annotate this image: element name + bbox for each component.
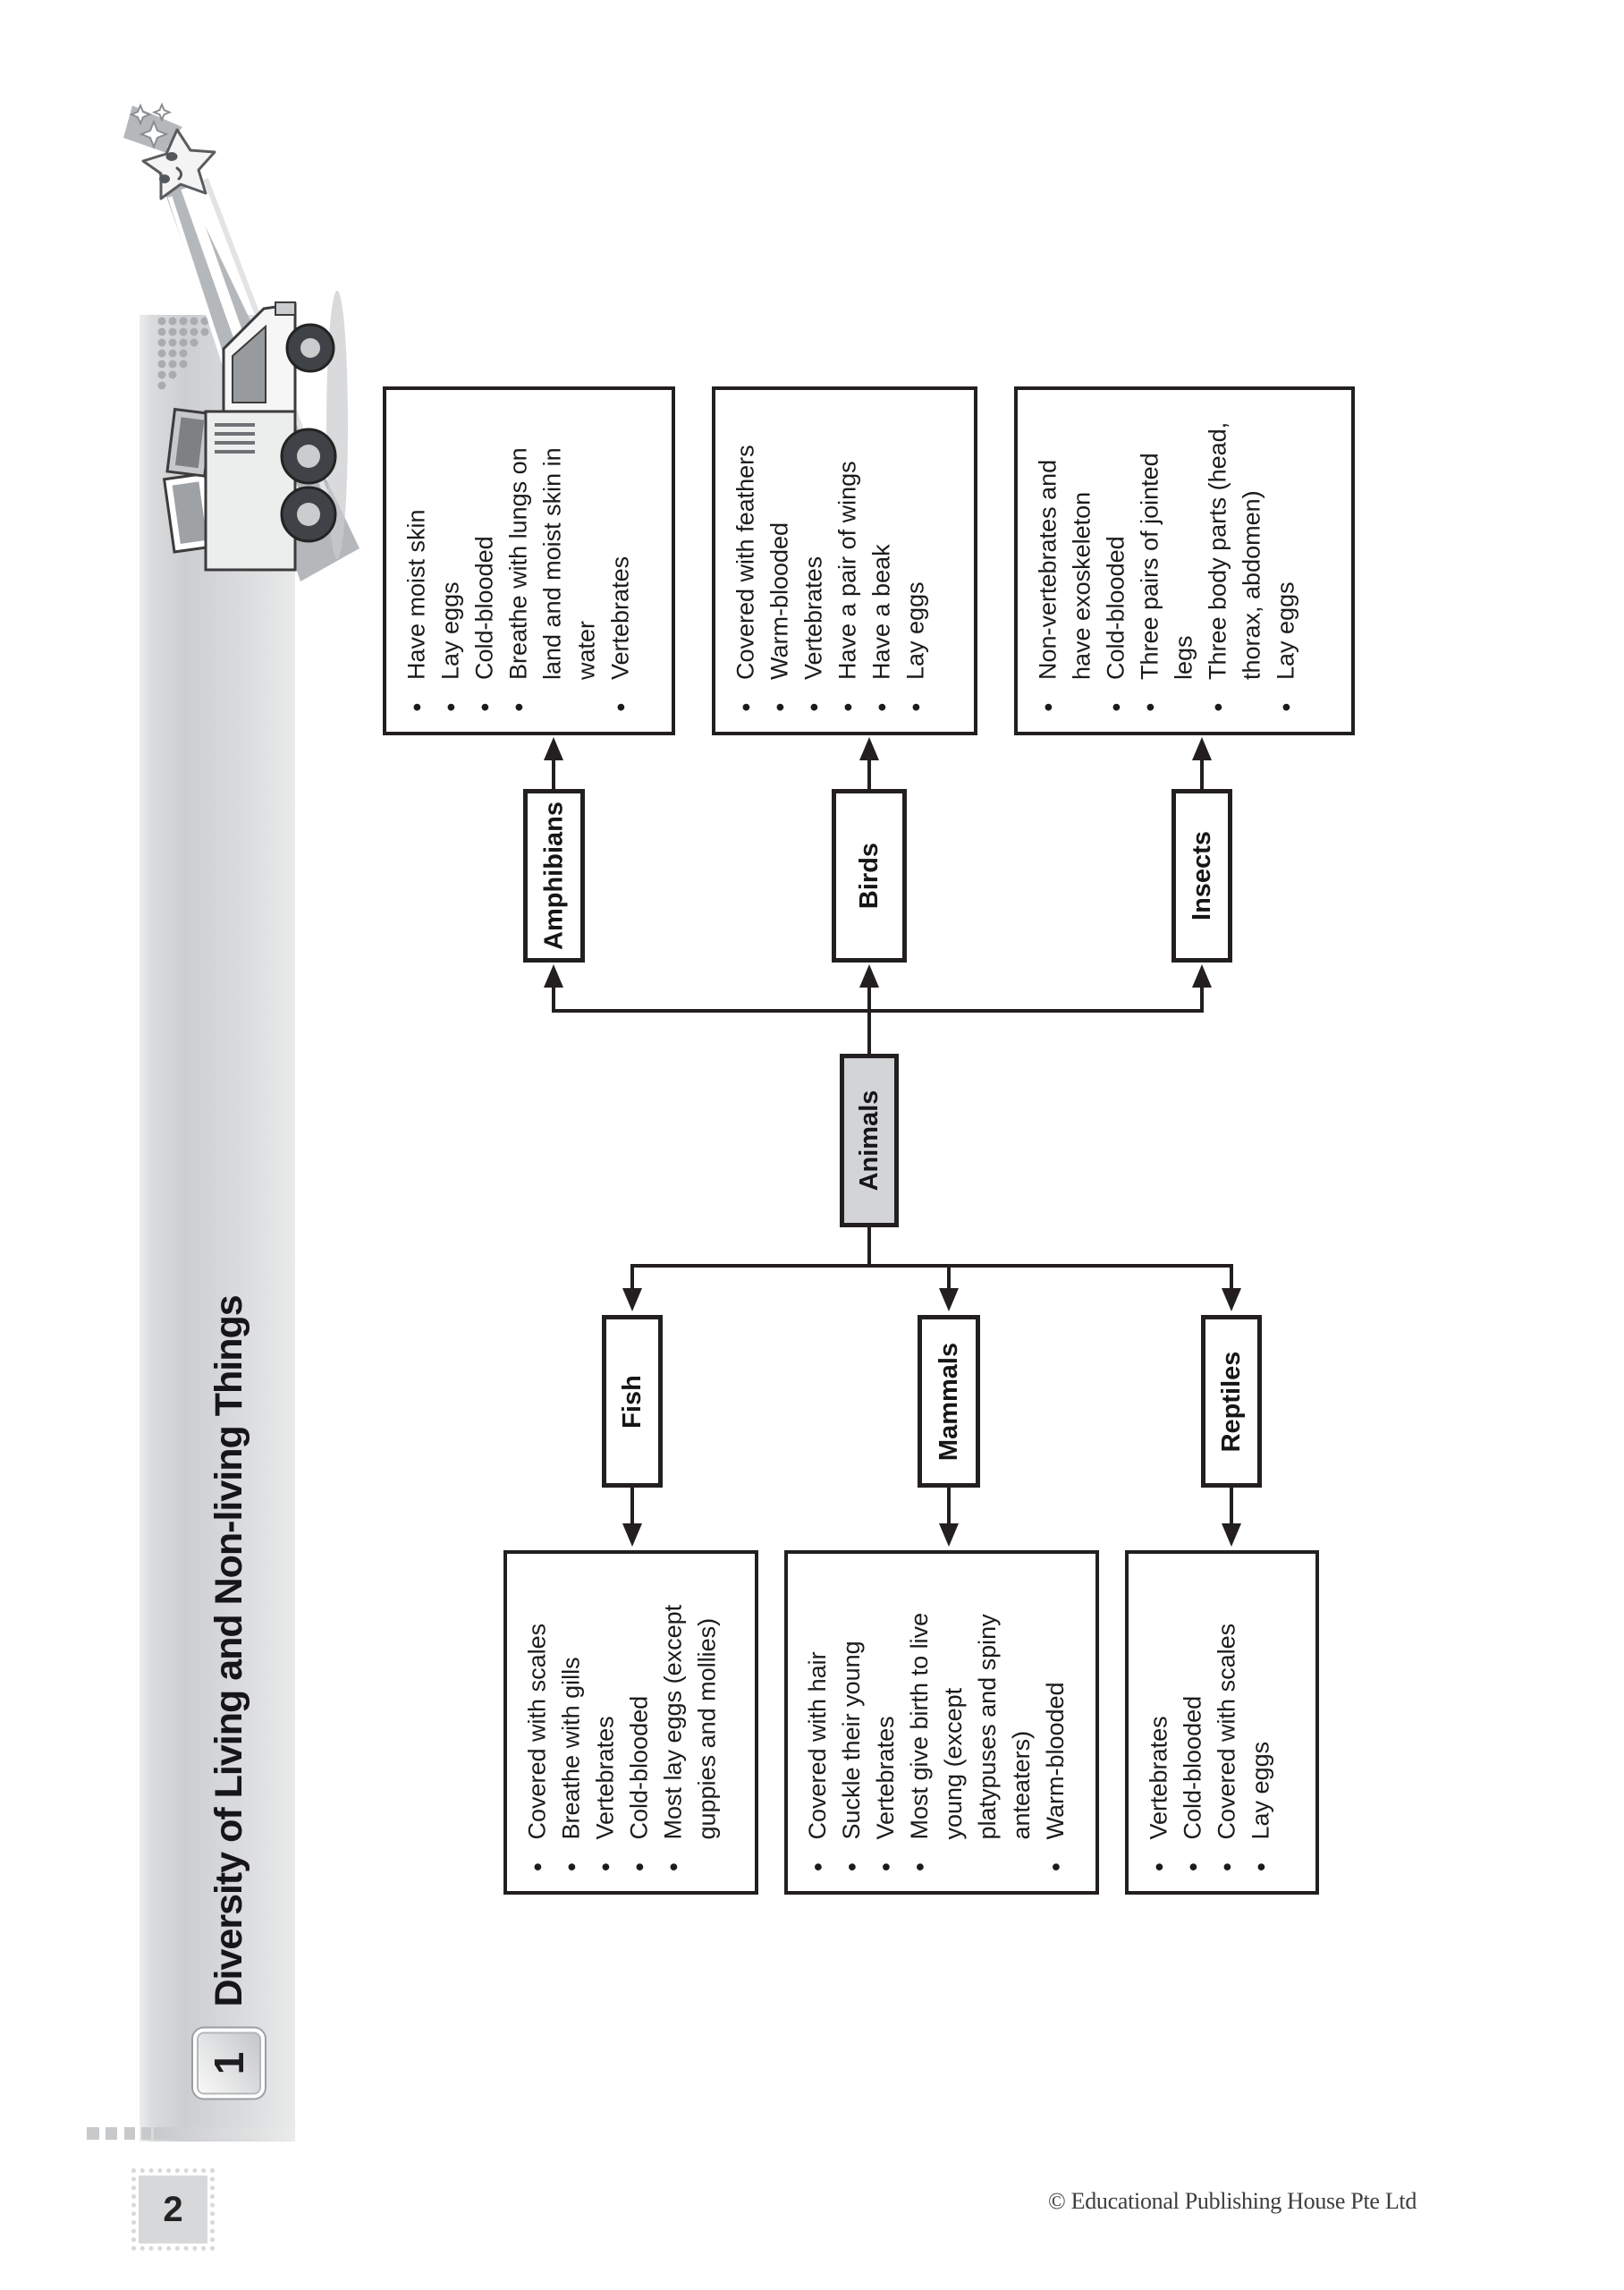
characteristics-list xyxy=(399,406,637,716)
characteristic-item: ● Cold-blooded xyxy=(467,406,501,716)
characteristic-item: ● Lay eggs xyxy=(1243,1570,1277,1875)
connector-line xyxy=(552,759,555,789)
characteristic-item: ● Cold-blooded xyxy=(622,1570,656,1875)
characteristics-box-amphibians xyxy=(383,386,675,735)
copyright-text: © Educational Publishing House Pte Ltd xyxy=(1048,2188,1417,2214)
arrow-down-icon xyxy=(622,1288,642,1311)
arrow-up-icon xyxy=(859,737,879,760)
node-birds: Birds xyxy=(832,789,907,963)
characteristic-item: ● Covered with scales xyxy=(1209,1570,1243,1875)
connector-line xyxy=(867,986,871,1054)
node-fish: Fish xyxy=(602,1315,663,1488)
characteristic-item: ● Vertebrates xyxy=(868,1570,902,1875)
characteristic-item: ● Have a beak xyxy=(864,406,898,716)
characteristic-item: ● Breathe with gills xyxy=(554,1570,588,1875)
node-animals: Animals xyxy=(840,1054,899,1227)
characteristic-item: ● Most give birth to live young (except platypuses and spiny anteaters) xyxy=(902,1570,1038,1875)
characteristics-list xyxy=(1030,406,1302,716)
connector-line xyxy=(552,986,555,1013)
characteristic-item: ● Breathe with lungs on land and moist skin in water xyxy=(501,406,603,716)
characteristic-item: ● Vertebrates xyxy=(588,1570,622,1875)
arrow-down-icon xyxy=(939,1523,959,1547)
characteristic-item: ● Three body parts (head, thorax, abdomen) xyxy=(1200,406,1268,716)
characteristic-item: ● Cold-blooded xyxy=(1175,1570,1209,1875)
characteristic-item: ● Covered with hair xyxy=(800,1570,834,1875)
characteristic-item: ● Cold-blooded xyxy=(1098,406,1132,716)
connector-line xyxy=(1200,986,1204,1013)
chapter-number: 1 xyxy=(206,2051,252,2074)
connector-line xyxy=(947,1488,951,1527)
connector-line xyxy=(552,1009,1204,1013)
arrow-up-icon xyxy=(1192,964,1212,988)
dash-decoration xyxy=(87,2127,99,2140)
connector-line xyxy=(1230,1266,1233,1291)
characteristics-list xyxy=(728,406,932,716)
characteristics-list xyxy=(520,1570,723,1875)
arrow-down-icon xyxy=(939,1288,959,1311)
dash-strip-decoration xyxy=(154,2127,295,2140)
dash-decoration xyxy=(106,2127,117,2140)
characteristics-box-fish xyxy=(503,1550,758,1895)
delivery-truck-icon xyxy=(165,291,348,570)
characteristic-item: ● Lay eggs xyxy=(898,406,932,716)
decorative-illustration xyxy=(72,54,376,590)
characteristic-item: ● Warm-blooded xyxy=(762,406,796,716)
characteristic-item: ● Lay eggs xyxy=(1268,406,1302,716)
arrow-down-icon xyxy=(1222,1523,1241,1547)
characteristic-item: ● Vertebrates xyxy=(603,406,637,716)
characteristic-item: ● Have a pair of wings xyxy=(830,406,864,716)
characteristic-item: ● Covered with scales xyxy=(520,1570,554,1875)
page-title: Diversity of Living and Non-living Things xyxy=(207,1294,250,2006)
characteristics-box-reptiles xyxy=(1125,1550,1319,1895)
characteristics-box-mammals xyxy=(784,1550,1099,1895)
characteristic-item: ● Have moist skin xyxy=(399,406,433,716)
dash-decoration xyxy=(124,2127,135,2140)
characteristic-item: ● Vertebrates xyxy=(1141,1570,1175,1875)
characteristics-box-birds xyxy=(712,386,977,735)
characteristics-box-insects xyxy=(1014,386,1355,735)
node-reptiles: Reptiles xyxy=(1201,1315,1262,1488)
arrow-up-icon xyxy=(859,964,879,988)
chapter-number-badge xyxy=(193,2028,265,2098)
characteristic-item: ● Suckle their young xyxy=(834,1570,868,1875)
characteristic-item: ● Warm-blooded xyxy=(1038,1570,1072,1875)
connector-line xyxy=(630,1264,1233,1268)
characteristic-item: ● Most lay eggs (except guppies and mollies) xyxy=(656,1570,723,1875)
characteristic-item: ● Covered with feathers xyxy=(728,406,762,716)
node-insects: Insects xyxy=(1171,789,1232,963)
connector-line xyxy=(1230,1488,1233,1527)
connector-line xyxy=(867,1227,871,1268)
characteristics-list xyxy=(800,1570,1072,1875)
page-number-stamp xyxy=(139,2176,207,2243)
chapter-title-bar xyxy=(177,1163,281,2098)
node-amphibians: Amphibians xyxy=(523,789,585,963)
connector-line xyxy=(947,1266,951,1291)
characteristic-item: ● Vertebrates xyxy=(796,406,830,716)
arrow-down-icon xyxy=(1222,1288,1241,1311)
arrow-up-icon xyxy=(544,964,563,988)
characteristics-list xyxy=(1141,1570,1277,1875)
dash-decoration xyxy=(141,2127,151,2140)
arrow-down-icon xyxy=(622,1523,642,1547)
connector-line xyxy=(1200,759,1204,789)
arrow-up-icon xyxy=(544,737,563,760)
connector-line xyxy=(630,1266,634,1291)
characteristic-item: ● Three pairs of jointed legs xyxy=(1132,406,1200,716)
arrow-up-icon xyxy=(1192,737,1212,760)
characteristic-item: ● Non-vertebrates and have exoskeleton xyxy=(1030,406,1098,716)
connector-line xyxy=(630,1488,634,1527)
node-mammals: Mammals xyxy=(918,1315,980,1488)
characteristic-item: ● Lay eggs xyxy=(433,406,467,716)
page-number: 2 xyxy=(163,2189,183,2229)
connector-line xyxy=(867,759,871,789)
